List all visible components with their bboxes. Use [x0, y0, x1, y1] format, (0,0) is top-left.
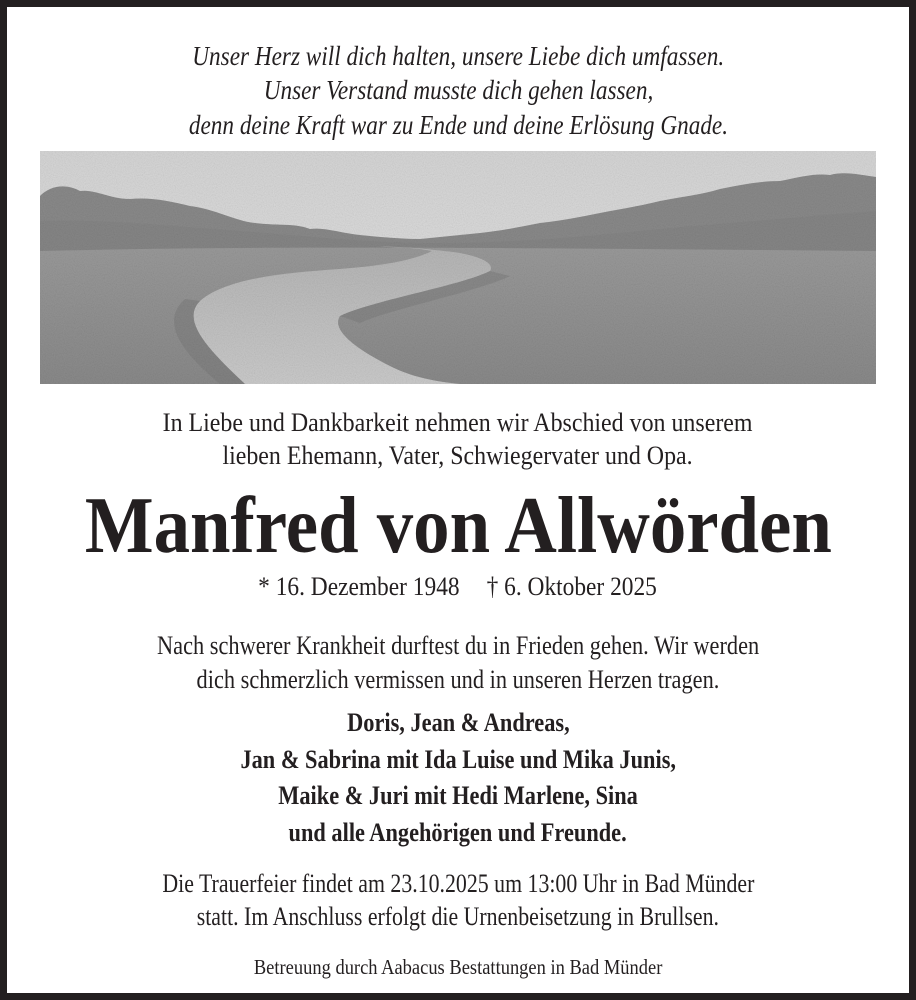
birth-date: * 16. Dezember 1948: [258, 572, 461, 601]
deceased-name: Manfred von Allwörden: [84, 482, 832, 570]
mourner-line: Doris, Jean & Andreas,: [346, 708, 570, 737]
intro-line: lieben Ehemann, Vater, Schwiegervater und Opa.: [222, 441, 694, 470]
message-line: dich schmerzlich vermissen und in unseren Herzen tragen.: [196, 665, 720, 694]
service-line: statt. Im Anschluss erfolgt die Urnenbeisetzung in Brullsen.: [196, 902, 720, 931]
poem-line: Unser Verstand musste dich gehen lassen,: [263, 75, 653, 105]
death-date: † 6. Oktober 2025: [487, 572, 658, 601]
service-line: Die Trauerfeier findet am 23.10.2025 um 13:00 Uhr in Bad Münder: [161, 869, 755, 898]
poem-line: Unser Herz will dich halten, unsere Liebe dich umfassen.: [192, 41, 724, 71]
poem-line: denn deine Kraft war zu Ende und deine Erlösung Gnade.: [188, 110, 728, 140]
undertaker-credit: Betreuung durch Aabacus Bestattungen in Bad Münder: [253, 955, 663, 979]
intro-line: In Liebe und Dankbarkeit nehmen wir Abschied von unserem: [163, 408, 753, 437]
landscape-drawing-icon: [40, 151, 876, 384]
mourner-line: Jan & Sabrina mit Ida Luise und Mika Junis,: [240, 745, 676, 774]
river-landscape-illustration: [40, 151, 876, 384]
mourner-line: Maike & Juri mit Hedi Marlene, Sina: [278, 781, 638, 810]
mourner-line: und alle Angehörigen und Freunde.: [288, 818, 628, 847]
message-line: Nach schwerer Krankheit durftest du in Frieden gehen. Wir werden: [156, 631, 760, 660]
life-dates: [7, 572, 909, 602]
